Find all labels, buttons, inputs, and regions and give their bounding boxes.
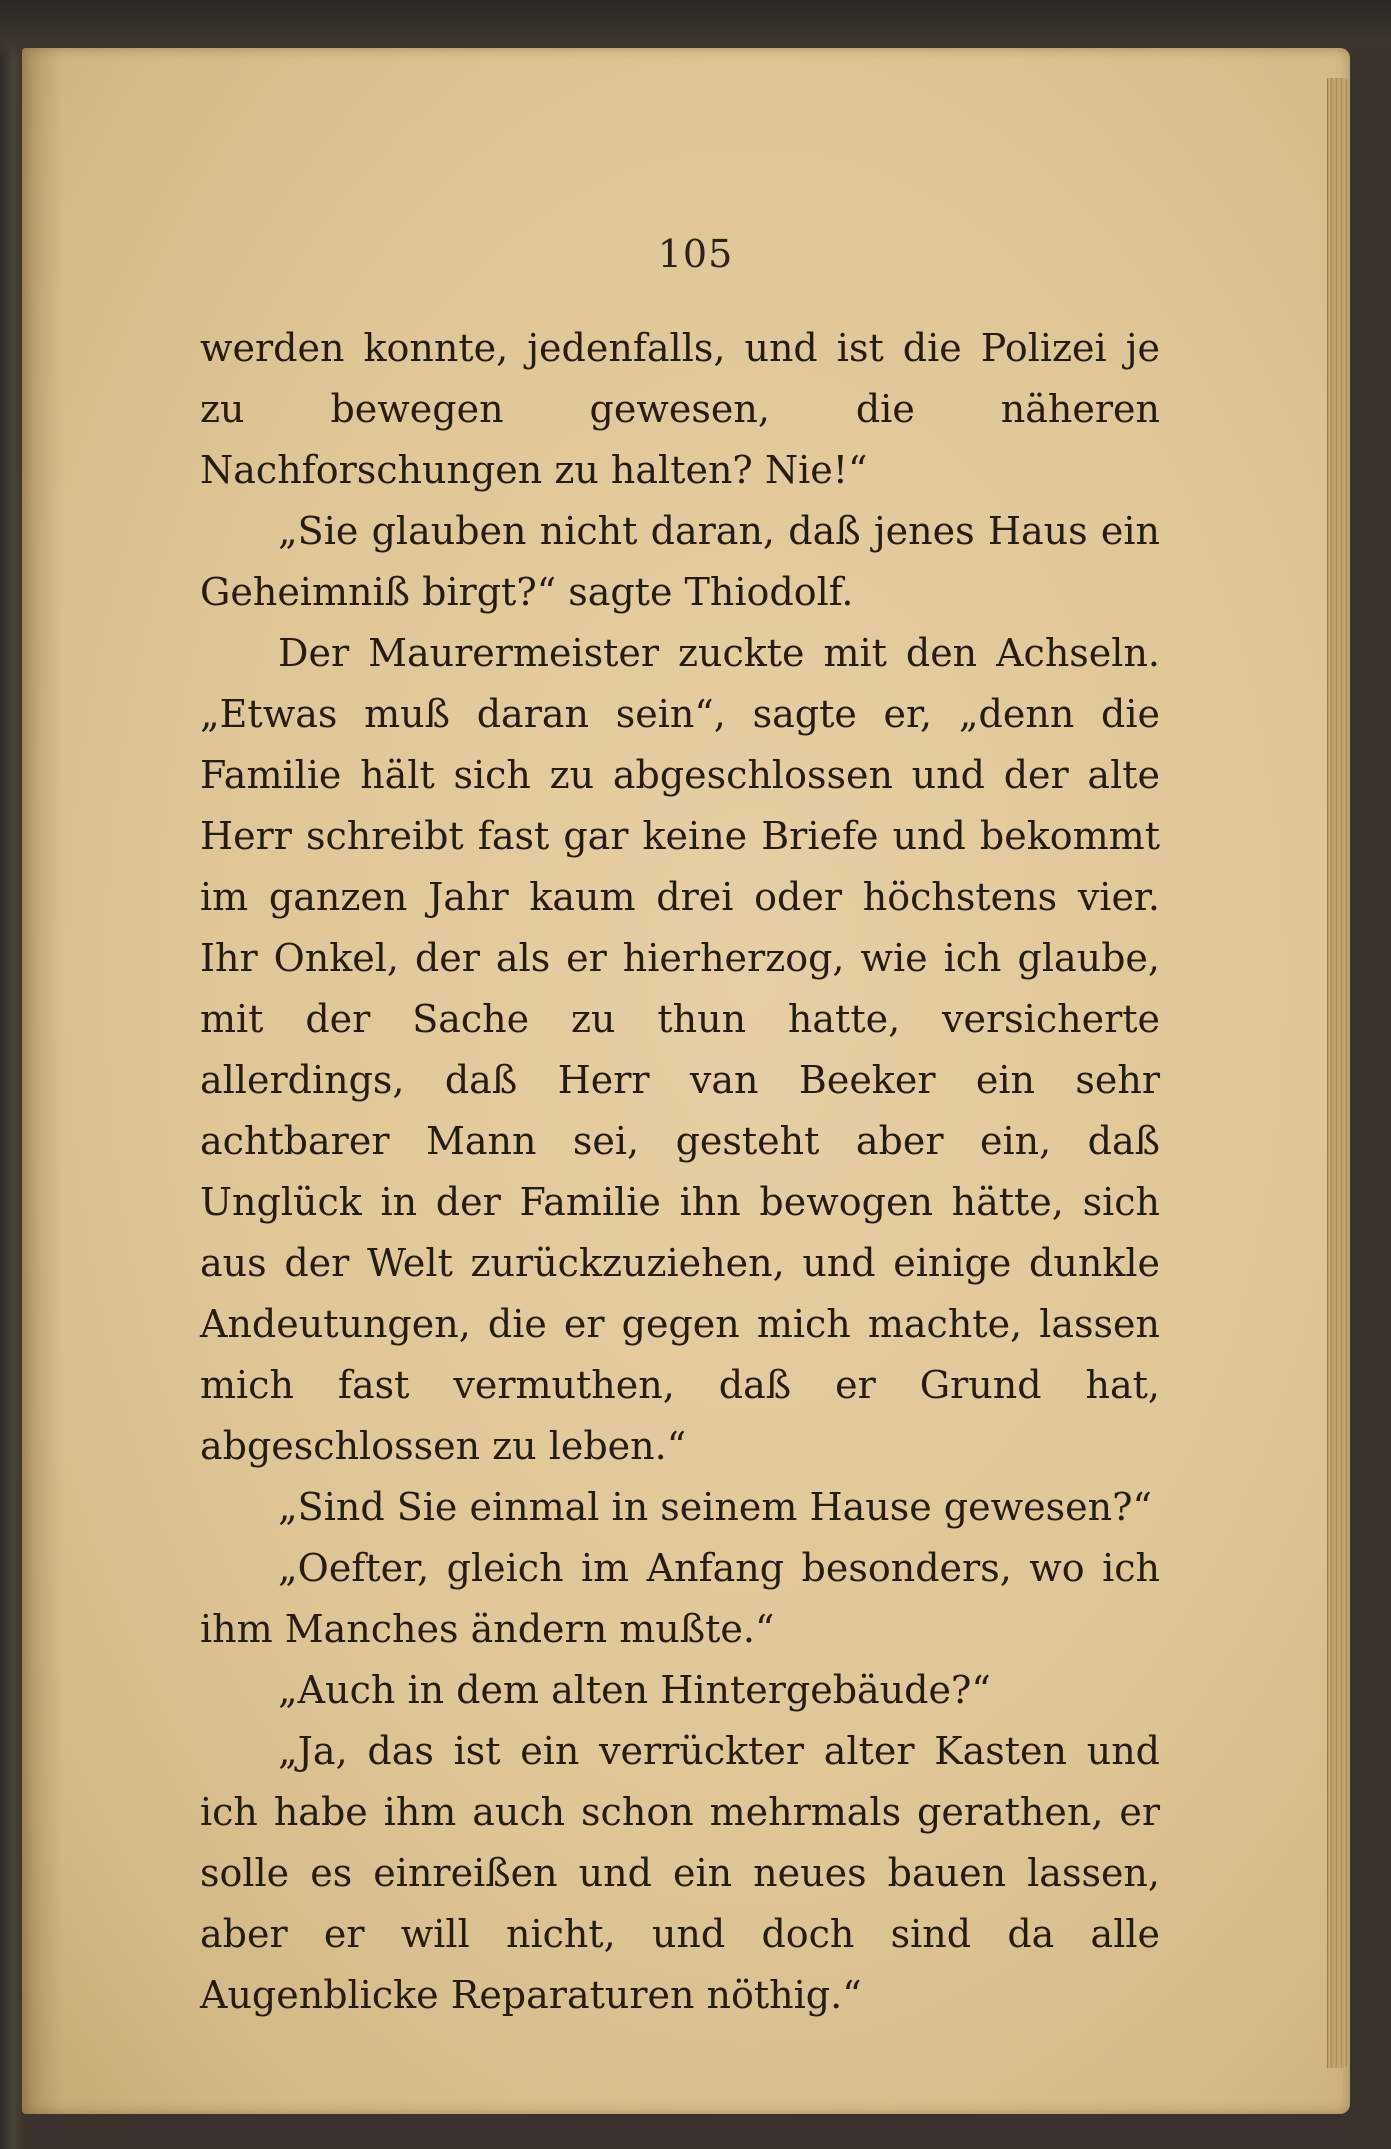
paragraph: werden konnte, jedenfalls, und ist die Polizei je zu bewegen gewesen, die näheren Nachforschungen zu halten? Nie!“ — [200, 326, 1160, 492]
paragraph: „Sie glauben nicht daran, daß jenes Haus ein Geheimniß birgt?“ sagte Thiodolf. — [200, 509, 1160, 614]
paragraph: „Ja, das ist ein verrückter alter Kasten und ich habe ihm auch schon mehrmals gerathen, er solle es einreißen und ein neues bauen lassen, aber er will nicht, und doch sind da alle Augenblicke Reparaturen nöthig.“ — [200, 1729, 1160, 2017]
paragraph: „Auch in dem alten Hintergebäude?“ — [278, 1668, 991, 1712]
body-text — [200, 318, 1160, 2026]
paragraph: „Oefter, gleich im Anfang besonders, wo ich ihm Manches ändern mußte.“ — [200, 1546, 1160, 1651]
spine-shadow — [22, 48, 62, 2114]
page-fore-edge — [1327, 78, 1350, 2068]
paragraph: Der Maurermeister zuckte mit den Achseln. „Etwas muß daran sein“, sagte er, „denn die Familie hält sich zu abgeschlossen und der alte Herr schreibt fast gar keine Briefe und bekommt im ganzen Jahr kaum drei oder höchstens vier. Ihr Onkel, der als er hierherzog, wie ich glaube, mit der Sache zu thun hatte, versicherte allerdings, daß Herr van Beeker ein sehr achtbarer Mann sei, gesteht aber ein, daß Unglück in der Familie ihn bewogen hätte, sich aus der Welt zurückzuziehen, und einige dunkle Andeutungen, die er gegen mich machte, lassen mich fast vermuthen, daß er Grund hat, abgeschlossen zu leben.“ — [200, 631, 1160, 1468]
page-number: 105 — [657, 232, 734, 276]
paragraph: „Sind Sie einmal in seinem Hause gewesen?“ — [278, 1485, 1152, 1529]
